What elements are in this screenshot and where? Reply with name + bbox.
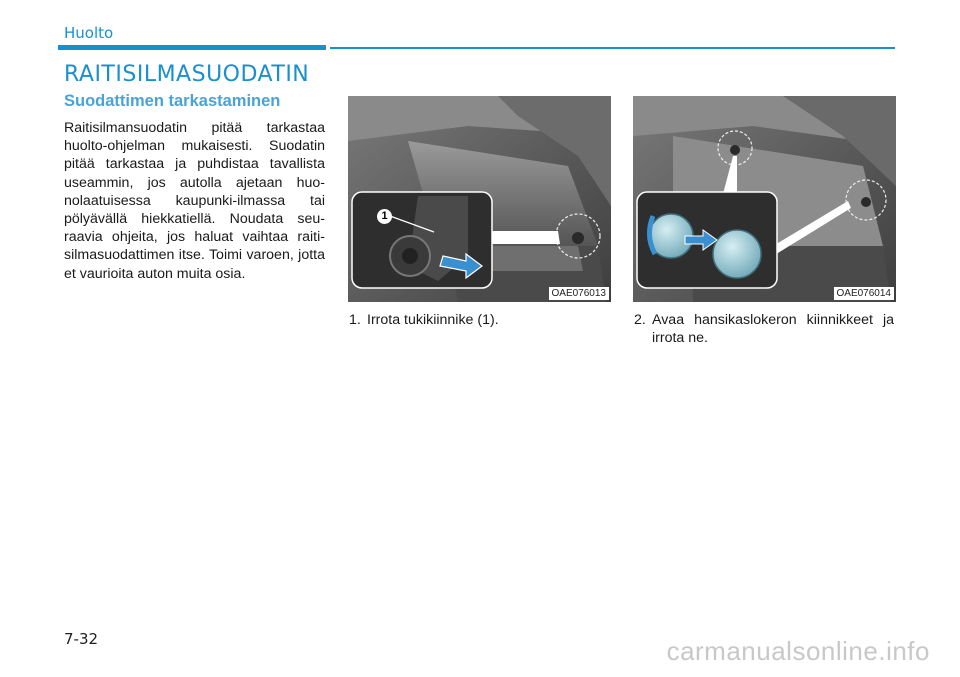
watermark: carmanualsonline.info — [666, 636, 930, 666]
caption-number: 2. — [634, 312, 646, 328]
illustration-dashboard-bracket — [348, 96, 611, 302]
figure-code: OAE076014 — [834, 287, 895, 300]
caption-text: Avaa hansikaslokeron kiinnikkeet ja irrota ne. — [652, 312, 894, 346]
chapter-title: RAITISILMASUODATIN — [64, 62, 310, 87]
caption-step-2 — [634, 311, 896, 347]
section-label: Huolto — [64, 24, 114, 42]
header-rule-thick — [58, 45, 326, 50]
body-paragraph: Raitisilmansuodatin pitää tarkastaa huolto-ohjelman mukaisesti. Suodatin pitää tarkastaa ja puhdistaa tavallista useammin, jos autolla ajetaan huo-nolaatuisessa kaupunki-ilmassa tai pölyävällä hiekkatiellä. Noudata seu-raavia ohjeita, jos haluat vaihtaa raiti-silmasuodattimen itse. Toimi varoen, jotta et vaurioita auton muita osia. — [64, 120, 325, 282]
caption-number: 1. — [349, 312, 361, 328]
figure-glovebox-fasteners — [633, 96, 896, 302]
header-rule-thin — [330, 47, 895, 49]
illustration-glovebox-fasteners — [633, 96, 896, 302]
caption-text: Irrota tukikiinnike (1). — [367, 312, 499, 328]
page-number: 7-32 — [64, 630, 99, 648]
figure-code: OAE076013 — [549, 287, 610, 300]
caption-step-1 — [349, 311, 611, 329]
sub-title: Suodattimen tarkastaminen — [64, 92, 281, 110]
callout-marker: 1 — [377, 209, 392, 224]
figure-remove-support-bracket — [348, 96, 611, 302]
